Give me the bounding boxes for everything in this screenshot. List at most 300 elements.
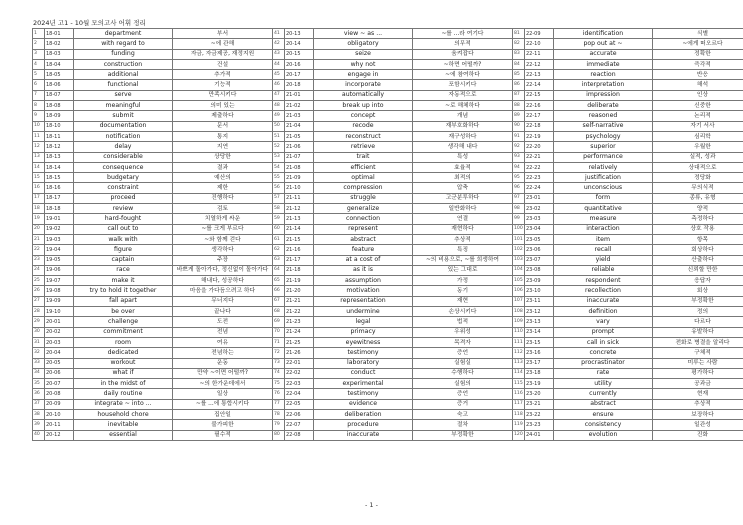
korean-meaning: 심리학	[653, 131, 743, 141]
entry-number: 81	[513, 29, 525, 39]
entry-number: 111	[513, 337, 525, 347]
korean-meaning: ~의 비용으로, ~를 희생하여	[413, 255, 513, 265]
entry-number: 110	[513, 327, 525, 337]
korean-meaning: 재현하다	[413, 224, 513, 234]
korean-meaning: 종류, 유형	[653, 193, 743, 203]
entry-code: 20-17	[285, 70, 314, 80]
english-term: hard-fought	[74, 214, 173, 224]
entry-code: 22-13	[525, 70, 554, 80]
entry-number: 16	[33, 183, 45, 193]
korean-meaning: 주장	[173, 255, 273, 265]
korean-meaning: 일관성	[653, 420, 743, 430]
table-row	[33, 80, 743, 90]
entry-number: 28	[33, 307, 45, 317]
korean-meaning: 움켜잡다	[413, 49, 513, 59]
entry-number: 33	[33, 358, 45, 368]
entry-code: 22-16	[525, 101, 554, 111]
english-term: department	[74, 29, 173, 39]
entry-number: 20	[33, 224, 45, 234]
entry-code: 21-09	[285, 173, 314, 183]
english-term: concept	[314, 111, 413, 121]
korean-meaning: 연결	[413, 214, 513, 224]
korean-meaning: 신뢰할 만한	[653, 265, 743, 275]
entry-number: 2	[33, 39, 45, 49]
entry-number: 34	[33, 368, 45, 378]
entry-code: 23-16	[525, 348, 554, 358]
entry-code: 20-16	[285, 59, 314, 69]
korean-meaning: 바쁘게 돌아가다, 정신없이 돌아가다	[173, 265, 273, 275]
table-row	[33, 307, 743, 317]
entry-number: 92	[513, 142, 525, 152]
table-row	[33, 111, 743, 121]
korean-meaning: 전화로 병결을 알리다	[653, 337, 743, 347]
entry-number: 93	[513, 152, 525, 162]
korean-meaning: 개념	[413, 111, 513, 121]
english-term: self-narrative	[554, 121, 653, 131]
table-row	[33, 276, 743, 286]
english-term: additional	[74, 70, 173, 80]
entry-number: 120	[513, 430, 525, 440]
english-term: represent	[314, 224, 413, 234]
entry-code: 23-20	[525, 389, 554, 399]
entry-code: 21-06	[285, 142, 314, 152]
english-term: representation	[314, 296, 413, 306]
korean-meaning: 지연	[173, 142, 273, 152]
entry-number: 14	[33, 162, 45, 172]
entry-number: 75	[273, 379, 285, 389]
entry-number: 102	[513, 245, 525, 255]
english-term: considerable	[74, 152, 173, 162]
table-row	[33, 245, 743, 255]
entry-number: 50	[273, 121, 285, 131]
entry-code: 23-14	[525, 327, 554, 337]
entry-number: 32	[33, 348, 45, 358]
english-term: submit	[74, 111, 173, 121]
entry-number: 35	[33, 379, 45, 389]
entry-code: 19-08	[45, 286, 74, 296]
korean-meaning: 논리적	[653, 111, 743, 121]
table-row	[33, 409, 743, 419]
entry-number: 96	[513, 183, 525, 193]
korean-meaning: 자동적으로	[413, 90, 513, 100]
entry-number: 116	[513, 389, 525, 399]
entry-code: 18-03	[45, 49, 74, 59]
entry-code: 21-22	[285, 307, 314, 317]
english-term: impression	[554, 90, 653, 100]
korean-meaning: 손상시키다	[413, 307, 513, 317]
english-term: retrieve	[314, 142, 413, 152]
entry-code: 23-15	[525, 337, 554, 347]
english-term: reaction	[554, 70, 653, 80]
korean-meaning: 회상하다	[653, 245, 743, 255]
english-term: interaction	[554, 224, 653, 234]
english-term: conduct	[314, 368, 413, 378]
korean-meaning: 진행하다	[173, 193, 273, 203]
entry-code: 18-06	[45, 80, 74, 90]
entry-number: 95	[513, 173, 525, 183]
entry-code: 22-06	[285, 409, 314, 419]
entry-code: 19-07	[45, 276, 74, 286]
entry-code: 19-03	[45, 234, 74, 244]
korean-meaning: 실험실	[413, 358, 513, 368]
table-row	[33, 142, 743, 152]
english-term: challenge	[74, 317, 173, 327]
english-term: vary	[554, 317, 653, 327]
korean-meaning: 불가피한	[173, 420, 273, 430]
entry-number: 1	[33, 29, 45, 39]
english-term: engage in	[314, 70, 413, 80]
entry-code: 23-08	[525, 265, 554, 275]
entry-code: 23-01	[525, 193, 554, 203]
english-term: testimony	[314, 389, 413, 399]
table-row	[33, 286, 743, 296]
english-term: accurate	[554, 49, 653, 59]
english-term: construction	[74, 59, 173, 69]
korean-meaning: 실적, 성과	[653, 152, 743, 162]
page-title: 2024년 고1 - 10월 모의고사 어휘 정리	[33, 19, 146, 27]
korean-meaning: 상대적으로	[653, 162, 743, 172]
entry-code: 20-12	[45, 430, 74, 440]
korean-meaning: 다르다	[653, 317, 743, 327]
english-term: funding	[74, 49, 173, 59]
english-term: room	[74, 337, 173, 347]
korean-meaning: 정당화	[653, 173, 743, 183]
entry-number: 103	[513, 255, 525, 265]
entry-code: 18-07	[45, 90, 74, 100]
entry-number: 99	[513, 214, 525, 224]
english-term: concrete	[554, 348, 653, 358]
korean-meaning: 숙고	[413, 409, 513, 419]
korean-meaning: 측정하다	[653, 214, 743, 224]
entry-code: 22-20	[525, 142, 554, 152]
entry-code: 18-12	[45, 142, 74, 152]
entry-number: 65	[273, 276, 285, 286]
korean-meaning: 절차	[413, 420, 513, 430]
english-term: delay	[74, 142, 173, 152]
entry-number: 48	[273, 101, 285, 111]
entry-code: 20-15	[285, 49, 314, 59]
entry-number: 56	[273, 183, 285, 193]
entry-number: 78	[273, 409, 285, 419]
english-term: figure	[74, 245, 173, 255]
english-term: daily routine	[74, 389, 173, 399]
english-term: captain	[74, 255, 173, 265]
entry-number: 30	[33, 327, 45, 337]
korean-meaning: 해석	[653, 80, 743, 90]
table-row	[33, 49, 743, 59]
entry-code: 22-18	[525, 121, 554, 131]
entry-number: 79	[273, 420, 285, 430]
table-row	[33, 348, 743, 358]
entry-code: 23-06	[525, 245, 554, 255]
entry-code: 23-18	[525, 368, 554, 378]
entry-code: 21-25	[285, 337, 314, 347]
entry-code: 22-23	[525, 173, 554, 183]
english-term: undermine	[314, 307, 413, 317]
entry-code: 23-03	[525, 214, 554, 224]
english-term: assumption	[314, 276, 413, 286]
korean-meaning: 생각해 내다	[413, 142, 513, 152]
entry-number: 31	[33, 337, 45, 347]
entry-code: 18-10	[45, 121, 74, 131]
korean-meaning: 우위성	[413, 327, 513, 337]
entry-number: 38	[33, 409, 45, 419]
entry-number: 77	[273, 399, 285, 409]
english-term: feature	[314, 245, 413, 255]
korean-meaning: 인상	[653, 90, 743, 100]
korean-meaning: 산출하다	[653, 255, 743, 265]
entry-number: 84	[513, 59, 525, 69]
korean-meaning: 진화	[653, 430, 743, 440]
entry-code: 19-04	[45, 245, 74, 255]
entry-code: 23-07	[525, 255, 554, 265]
english-term: seize	[314, 49, 413, 59]
table-row	[33, 152, 743, 162]
english-term: call in sick	[554, 337, 653, 347]
korean-meaning: 가정	[413, 276, 513, 286]
korean-meaning: 효율적	[413, 162, 513, 172]
entry-code: 21-01	[285, 90, 314, 100]
entry-number: 71	[273, 337, 285, 347]
korean-meaning: 운동	[173, 358, 273, 368]
entry-number: 11	[33, 131, 45, 141]
english-term: walk with	[74, 234, 173, 244]
korean-meaning: 전념하는	[173, 348, 273, 358]
entry-number: 10	[33, 121, 45, 131]
korean-meaning: 무너지다	[173, 296, 273, 306]
table-row	[33, 420, 743, 430]
entry-number: 73	[273, 358, 285, 368]
entry-code: 22-11	[525, 49, 554, 59]
entry-code: 22-22	[525, 162, 554, 172]
english-term: pop out at ~	[554, 39, 653, 49]
entry-number: 70	[273, 327, 285, 337]
table-row	[33, 327, 743, 337]
english-term: relatively	[554, 162, 653, 172]
entry-number: 15	[33, 173, 45, 183]
entry-number: 45	[273, 70, 285, 80]
entry-code: 21-16	[285, 245, 314, 255]
english-term: respondent	[554, 276, 653, 286]
korean-meaning: 추가적	[173, 70, 273, 80]
english-term: reliable	[554, 265, 653, 275]
english-term: serve	[74, 90, 173, 100]
table-row	[33, 204, 743, 214]
entry-code: 18-04	[45, 59, 74, 69]
korean-meaning: 회상	[653, 286, 743, 296]
english-term: abstract	[314, 234, 413, 244]
table-row	[33, 29, 743, 39]
entry-code: 23-05	[525, 234, 554, 244]
korean-meaning: 양적	[653, 204, 743, 214]
korean-meaning: 압축	[413, 183, 513, 193]
english-term: form	[554, 193, 653, 203]
entry-code: 23-13	[525, 317, 554, 327]
entry-code: 21-13	[285, 214, 314, 224]
english-term: procrastinator	[554, 358, 653, 368]
entry-number: 18	[33, 204, 45, 214]
english-term: obligatory	[314, 39, 413, 49]
korean-meaning: 응답자	[653, 276, 743, 286]
entry-code: 22-10	[525, 39, 554, 49]
entry-code: 22-24	[525, 183, 554, 193]
entry-code: 22-01	[285, 358, 314, 368]
english-term: view ~ as ...	[314, 29, 413, 39]
entry-number: 51	[273, 131, 285, 141]
entry-code: 20-10	[45, 409, 74, 419]
entry-code: 20-08	[45, 389, 74, 399]
entry-code: 21-26	[285, 348, 314, 358]
entry-number: 63	[273, 255, 285, 265]
entry-code: 21-07	[285, 152, 314, 162]
entry-code: 18-09	[45, 111, 74, 121]
english-term: utility	[554, 379, 653, 389]
english-term: performance	[554, 152, 653, 162]
korean-meaning: 상호 작용	[653, 224, 743, 234]
entry-number: 91	[513, 131, 525, 141]
entry-code: 20-03	[45, 337, 74, 347]
table-row	[33, 389, 743, 399]
korean-meaning: 추상적	[413, 234, 513, 244]
korean-meaning: 집안일	[173, 409, 273, 419]
entry-code: 21-11	[285, 193, 314, 203]
table-row	[33, 173, 743, 183]
entry-code: 21-18	[285, 265, 314, 275]
entry-code: 23-19	[525, 379, 554, 389]
entry-code: 18-16	[45, 183, 74, 193]
korean-meaning: 제출하다	[173, 111, 273, 121]
english-term: immediate	[554, 59, 653, 69]
english-term: yield	[554, 255, 653, 265]
english-term: proceed	[74, 193, 173, 203]
page-number: - 1 -	[365, 501, 378, 509]
english-term: measure	[554, 214, 653, 224]
english-term: recollection	[554, 286, 653, 296]
english-term: deliberate	[554, 101, 653, 111]
english-term: definition	[554, 307, 653, 317]
table-row	[33, 234, 743, 244]
english-term: household chore	[74, 409, 173, 419]
english-term: rate	[554, 368, 653, 378]
table-row	[33, 162, 743, 172]
table-row	[33, 193, 743, 203]
table-row	[33, 430, 743, 440]
entry-code: 18-02	[45, 39, 74, 49]
korean-meaning: 자기 서사	[653, 121, 743, 131]
entry-number: 82	[513, 39, 525, 49]
table-row	[33, 101, 743, 111]
entry-number: 105	[513, 276, 525, 286]
korean-meaning: 무의식적	[653, 183, 743, 193]
entry-number: 29	[33, 317, 45, 327]
english-term: primacy	[314, 327, 413, 337]
entry-number: 21	[33, 234, 45, 244]
entry-number: 68	[273, 307, 285, 317]
entry-code: 19-02	[45, 224, 74, 234]
korean-meaning: 증거	[413, 399, 513, 409]
english-term: experimental	[314, 379, 413, 389]
entry-code: 21-21	[285, 296, 314, 306]
korean-meaning: 공과금	[653, 379, 743, 389]
entry-number: 53	[273, 152, 285, 162]
table-row	[33, 131, 743, 141]
entry-code: 21-04	[285, 121, 314, 131]
entry-number: 40	[33, 430, 45, 440]
entry-number: 3	[33, 49, 45, 59]
english-term: dedicated	[74, 348, 173, 358]
entry-code: 20-07	[45, 379, 74, 389]
english-term: procedure	[314, 420, 413, 430]
table-row	[33, 358, 743, 368]
entry-number: 58	[273, 204, 285, 214]
entry-code: 21-17	[285, 255, 314, 265]
korean-meaning: ~를 크게 부르다	[173, 224, 273, 234]
korean-meaning: 보장하다	[653, 409, 743, 419]
korean-meaning: 도전	[173, 317, 273, 327]
english-term: testimony	[314, 348, 413, 358]
entry-code: 20-02	[45, 327, 74, 337]
korean-meaning: 즉각적	[653, 59, 743, 69]
korean-meaning: 일상	[173, 389, 273, 399]
entry-number: 62	[273, 245, 285, 255]
korean-meaning: 재구성하다	[413, 131, 513, 141]
korean-meaning: 통지	[173, 131, 273, 141]
english-term: trait	[314, 152, 413, 162]
english-term: laboratory	[314, 358, 413, 368]
entry-number: 4	[33, 59, 45, 69]
korean-meaning: 해내다, 성공하다	[173, 276, 273, 286]
korean-meaning: ~와 함께 걷다	[173, 234, 273, 244]
korean-meaning: ~에게 떠오르다	[653, 39, 743, 49]
entry-code: 20-18	[285, 80, 314, 90]
entry-number: 118	[513, 409, 525, 419]
entry-code: 22-05	[285, 399, 314, 409]
entry-number: 54	[273, 162, 285, 172]
korean-meaning: 유발하다	[653, 327, 743, 337]
table-row	[33, 399, 743, 409]
korean-meaning: 상당한	[173, 152, 273, 162]
korean-meaning: 고군분투하다	[413, 193, 513, 203]
english-term: with regard to	[74, 39, 173, 49]
english-term: what if	[74, 368, 173, 378]
english-term: at a cost of	[314, 255, 413, 265]
entry-code: 20-01	[45, 317, 74, 327]
korean-meaning: 정확한	[653, 49, 743, 59]
korean-meaning: 의미 있는	[173, 101, 273, 111]
entry-number: 104	[513, 265, 525, 275]
korean-meaning: 목격자	[413, 337, 513, 347]
korean-meaning: 치열하게 싸운	[173, 214, 273, 224]
korean-meaning: ~하면 어떨까?	[413, 59, 513, 69]
korean-meaning: 여유	[173, 337, 273, 347]
entry-number: 109	[513, 317, 525, 327]
entry-number: 107	[513, 296, 525, 306]
entry-code: 21-12	[285, 204, 314, 214]
english-term: compression	[314, 183, 413, 193]
english-term: break up into	[314, 101, 413, 111]
english-term: fall apart	[74, 296, 173, 306]
english-term: evolution	[554, 430, 653, 440]
korean-meaning: ~에 관해	[173, 39, 273, 49]
entry-number: 66	[273, 286, 285, 296]
english-term: psychology	[554, 131, 653, 141]
korean-meaning: 특징	[413, 245, 513, 255]
english-term: integrate ~ into ...	[74, 399, 173, 409]
korean-meaning: 결과	[173, 162, 273, 172]
entry-code: 22-12	[525, 59, 554, 69]
korean-meaning: 평가하다	[653, 368, 743, 378]
entry-number: 43	[273, 49, 285, 59]
